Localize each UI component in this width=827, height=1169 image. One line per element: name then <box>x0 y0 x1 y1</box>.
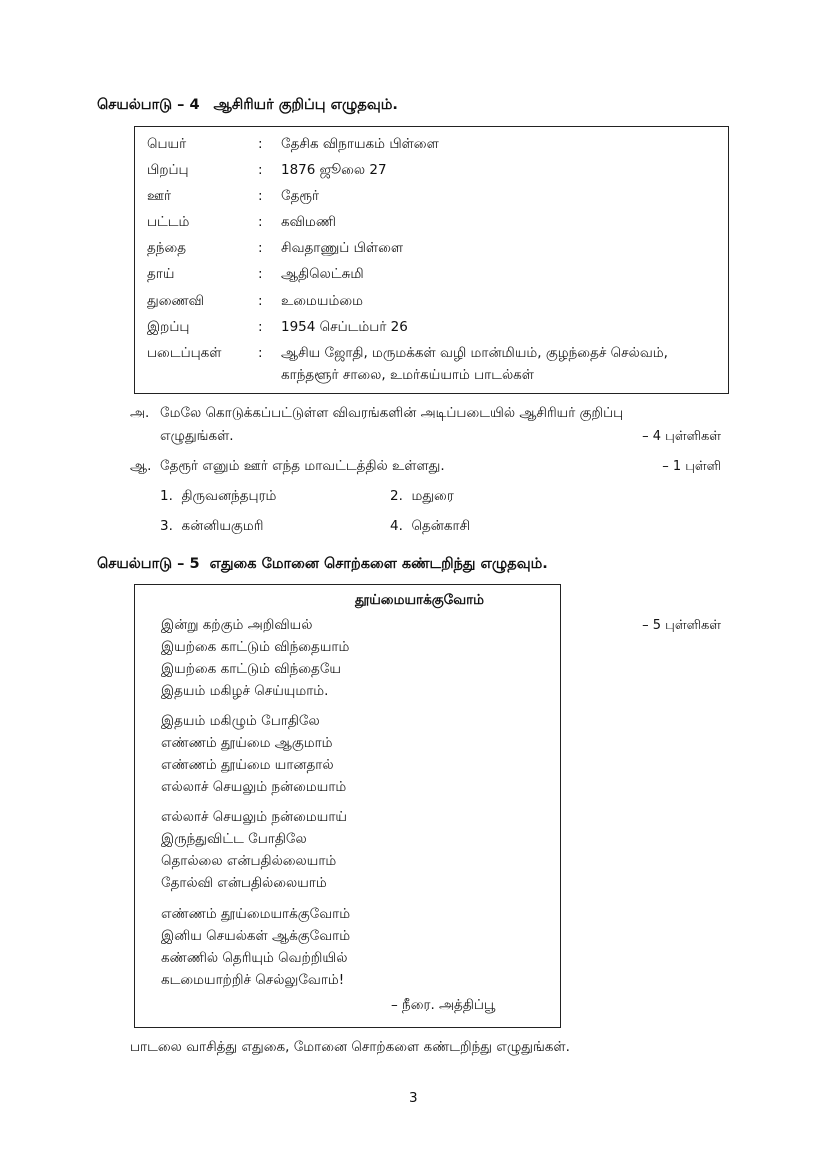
poem-author: – நீரை. அத்திப்பூ <box>391 997 496 1013</box>
option-item <box>160 488 276 506</box>
poem-line: இருந்துவிட்ட போதிலே <box>161 831 307 847</box>
option-text: திருவனந்தபுரம் <box>181 488 277 504</box>
option-text: கன்னியகுமரி <box>181 518 264 534</box>
row-label: பட்டம் <box>147 214 190 230</box>
question-a-marker: அ. <box>130 405 150 421</box>
option-text: மதுரை <box>411 488 454 504</box>
biography-table <box>134 126 729 394</box>
poem-box <box>134 584 561 1028</box>
row-label: தந்தை <box>147 240 187 256</box>
activity-5-number: செயல்பாடு – 5 <box>97 556 200 572</box>
option-item <box>160 518 263 536</box>
row-colon: : <box>258 345 263 361</box>
row-label: இறப்பு <box>147 319 190 335</box>
row-label: ஊர் <box>147 188 172 204</box>
option-number: 2. <box>390 488 403 504</box>
row-value: 1876 ஜூலை 27 <box>281 162 387 178</box>
activity-4-heading <box>97 97 398 115</box>
activity-4-title: ஆசிரியர் குறிப்பு எழுதவும். <box>213 97 398 113</box>
question-aa-text: தேரூர் எனும் ஊர் எந்த மாவட்டத்தில் உள்ளது. <box>160 458 445 474</box>
activity-5-title: எதுகை மோனை சொற்களை கண்டறிந்து எழுதவும். <box>209 556 548 572</box>
option-number: 4. <box>390 518 403 534</box>
poem-line: எல்லாச் செயலும் நன்மையாய் <box>161 809 347 825</box>
poem-line: எண்ணம் தூய்மையாக்குவோம் <box>161 906 351 922</box>
poem-line: எண்ணம் தூய்மை ஆகுமாம் <box>161 735 333 751</box>
option-text: தென்காசி <box>411 518 471 534</box>
row-value: 1954 செப்டம்பர் 26 <box>281 319 408 335</box>
row-colon: : <box>258 266 263 282</box>
poem-line: கடமையாற்றிச் செல்லுவோம்! <box>161 972 345 988</box>
option-item <box>390 488 454 506</box>
row-value: உமையம்மை <box>281 293 363 309</box>
page-number: 3 <box>409 1090 418 1106</box>
option-number: 3. <box>160 518 173 534</box>
poem-marks: – 5 புள்ளிகள் <box>642 618 721 633</box>
activity-5-heading <box>97 556 548 574</box>
row-label: தாய் <box>147 266 175 282</box>
poem-line: இதயம் மகிழச் செய்யுமாம். <box>161 683 329 699</box>
row-value: ஆசிய ஜோதி, மருமக்கள் வழி மான்மியம், குழந்தைச் செல்வம், <box>281 345 668 361</box>
row-colon: : <box>258 240 263 256</box>
poem-line: இதயம் மகிழும் போதிலே <box>161 713 320 729</box>
option-number: 1. <box>160 488 173 504</box>
row-colon: : <box>258 188 263 204</box>
row-value-continued: காந்தளூர் சாலை, உமர்கய்யாம் பாடல்கள் <box>281 367 534 383</box>
row-colon: : <box>258 319 263 335</box>
poem-line: தொல்லை என்பதில்லையாம் <box>161 853 337 869</box>
row-label: படைப்புகள் <box>147 345 222 361</box>
question-aa-marker: ஆ. <box>130 458 152 474</box>
row-colon: : <box>258 214 263 230</box>
poem-line: எண்ணம் தூய்மை யானதால் <box>161 757 334 773</box>
row-colon: : <box>258 162 263 178</box>
row-colon: : <box>258 293 263 309</box>
poem-line: கண்ணில் தெரியும் வெற்றியில் <box>161 950 348 966</box>
question-a-line1: மேலே கொடுக்கப்பட்டுள்ள விவரங்களின் அடிப்படையில் ஆசிரியர் குறிப்பு <box>160 405 624 421</box>
poem-instruction: பாடலை வாசித்து எதுகை, மோனை சொற்களை கண்டறிந்து எழுதுங்கள். <box>130 1039 570 1055</box>
poem-title: தூய்மையாக்குவோம் <box>355 592 485 608</box>
poem-line: இன்று கற்கும் அறிவியல் <box>161 617 313 633</box>
poem-line: இனிய செயல்கள் ஆக்குவோம் <box>161 928 351 944</box>
row-label: பெயர் <box>147 136 187 152</box>
row-label: துணைவி <box>147 293 205 309</box>
row-value: தேசிக விநாயகம் பிள்ளை <box>281 136 439 152</box>
option-item <box>390 518 470 536</box>
row-colon: : <box>258 136 263 152</box>
row-label: பிறப்பு <box>147 162 189 178</box>
row-value: ஆதிலெட்சுமி <box>281 266 364 282</box>
question-a-line2: எழுதுங்கள். <box>160 428 234 444</box>
row-value: சிவதாணுப் பிள்ளை <box>281 240 404 256</box>
row-value: தேரூர் <box>281 188 320 204</box>
poem-line: தோல்வி என்பதில்லையாம் <box>161 875 327 891</box>
poem-line: இயற்கை காட்டும் விந்தையே <box>161 661 341 677</box>
question-a-marks: – 4 புள்ளிகள் <box>642 429 721 444</box>
activity-4-number: செயல்பாடு – 4 <box>97 97 200 113</box>
poem-line: எல்லாச் செயலும் நன்மையாம் <box>161 779 347 795</box>
row-value: கவிமணி <box>281 214 336 230</box>
question-aa-marks: – 1 புள்ளி <box>662 459 721 474</box>
poem-line: இயற்கை காட்டும் விந்தையாம் <box>161 639 350 655</box>
